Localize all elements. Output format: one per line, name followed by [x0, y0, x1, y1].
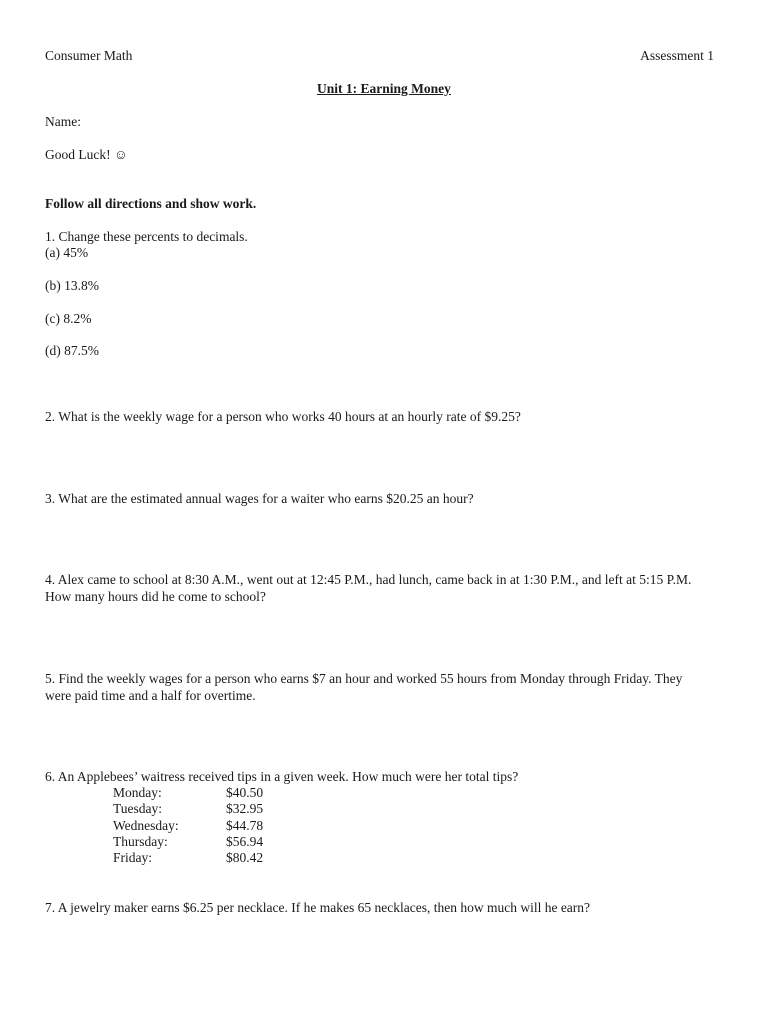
- question-4-prompt: [45, 571, 691, 605]
- good-luck-text: Good Luck! ☺: [45, 147, 128, 162]
- name-label: Name:: [45, 114, 81, 129]
- tips-day-tuesday: Tuesday:: [113, 801, 163, 816]
- question-5-prompt: [45, 670, 682, 704]
- question-5-line-1: 5. Find the weekly wages for a person who earns $7 an hour and worked 55 hours from Monday through Friday. They: [45, 671, 683, 686]
- assessment-label: Assessment 1: [640, 48, 714, 63]
- tips-day-friday: Friday:: [113, 850, 152, 865]
- question-1-prompt: 1. Change these percents to decimals.: [45, 229, 248, 244]
- question-1-part-a: (a) 45%: [45, 245, 89, 260]
- tips-amount-wednesday: $44.78: [226, 818, 264, 833]
- question-3-prompt: 3. What are the estimated annual wages for a waiter who earns $20.25 an hour?: [45, 491, 474, 506]
- question-1-part-c: (c) 8.2%: [45, 311, 92, 326]
- question-7-prompt: 7. A jewelry maker earns $6.25 per necklace. If he makes 65 necklaces, then how much will he earn?: [45, 900, 591, 915]
- tips-day-wednesday: Wednesday:: [113, 818, 179, 833]
- question-4-line-2: How many hours did he come to school?: [45, 589, 266, 604]
- directions: Follow all directions and show work.: [45, 196, 257, 211]
- course-name: Consumer Math: [45, 48, 133, 63]
- tips-amount-monday: $40.50: [226, 785, 264, 800]
- page-title: Unit 1: Earning Money: [317, 81, 451, 96]
- tips-day-thursday: Thursday:: [113, 834, 168, 849]
- question-6-prompt: 6. An Applebees’ waitress received tips in a given week. How much were her total tips?: [45, 769, 519, 784]
- tips-amount-thursday: $56.94: [226, 834, 264, 849]
- question-1-part-d: (d) 87.5%: [45, 343, 99, 358]
- question-2-prompt: 2. What is the weekly wage for a person who works 40 hours at an hourly rate of $9.25?: [45, 409, 521, 424]
- question-1-part-b: (b) 13.8%: [45, 278, 99, 293]
- question-4-line-1: 4. Alex came to school at 8:30 A.M., went out at 12:45 P.M., had lunch, came back in at 1:30 P.M., and left at 5:15 P.M.: [45, 572, 692, 587]
- tips-amount-tuesday: $32.95: [226, 801, 264, 816]
- tips-day-monday: Monday:: [113, 785, 162, 800]
- question-5-line-2: were paid time and a half for overtime.: [45, 688, 256, 703]
- tips-amount-friday: $80.42: [226, 850, 264, 865]
